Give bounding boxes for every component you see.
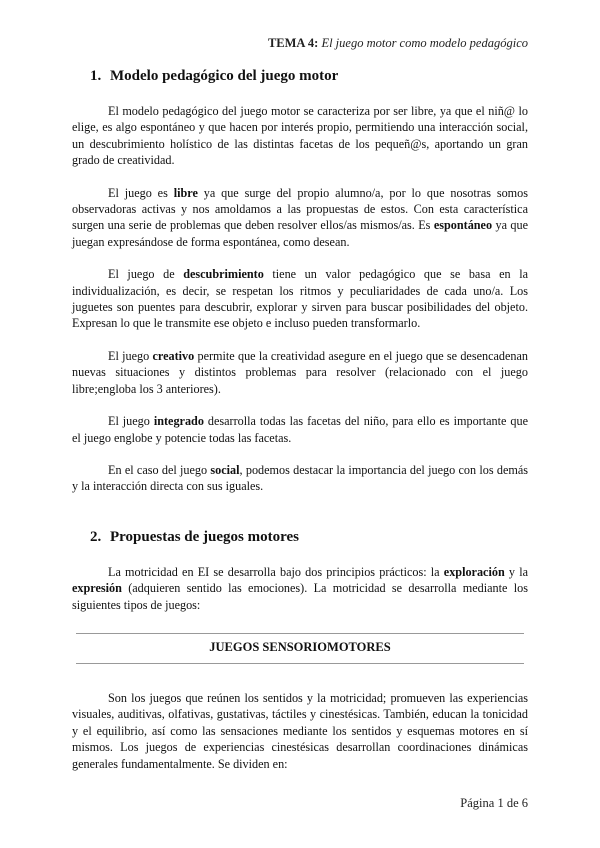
page-content: [72, 68, 528, 772]
paragraph-descubrimiento: [72, 266, 528, 332]
paragraph-intro: El modelo pedagógico del juego motor se caracteriza por ser libre, ya que el niñ@ lo elige, es algo espontáneo y que hacen por interés propio, permitiendo una interacción social, un descubrimiento holístico de las distintas facetas de los pequeñ@s, aportando un gran grado de creatividad.: [72, 104, 528, 168]
text-run: permite que la creatividad asegure en el juego que se desencadenan nuevas situaciones y distintos problemas para resolver (relacionado con el juego libre;engloba los 3 anteriores).: [72, 348, 528, 396]
text-run: tiene un valor pedagógico que se basa en la individualización, es decir, se respetan los ritmos y peculiaridades de cada uno/a. Los juguetes son puentes para descubrir, explorar y sirven para buscar posibilidades del objeto. Expresan lo que le transmite ese objeto e incluso pueden transformarlo.: [72, 267, 528, 331]
paragraph-motricidad: [72, 564, 528, 613]
paragraph-sensoriomotores: Son los juegos que reúnen los sentidos y la motricidad; promueven las experiencias visuales, auditivas, olfativas, gustativas, táctiles y cinestésicas. También, educan la tonicidad y el equilibrio, así como las sensaciones mediante los sentidos y esquemas motores en sí mismos. Los juegos de experiencias cinestésicas desarrollan coordinaciones dinámicas generales fundamentalmente. Se dividen en:: [72, 690, 528, 771]
bold-term: espontáneo: [433, 218, 493, 233]
text-run: El juego es: [108, 185, 174, 200]
section-heading-1: [72, 68, 528, 85]
page-number: Página 1 de 6: [460, 796, 528, 810]
text-run: La motricidad en EI se desarrolla bajo dos principios prácticos: la: [108, 564, 444, 579]
section-number: 1.: [90, 68, 102, 84]
header-topic-title: El juego motor como modelo pedagógico: [321, 36, 528, 50]
section-heading-2: [72, 529, 528, 546]
bold-term: descubrimiento: [183, 267, 264, 282]
bold-term: social: [210, 462, 240, 477]
bold-term: exploración: [443, 564, 505, 579]
text-run: En el caso del juego: [108, 462, 211, 477]
bold-term: creativo: [152, 348, 195, 363]
page-header: [268, 36, 528, 51]
text-run: El juego: [108, 414, 154, 429]
paragraph-integrado: [72, 413, 528, 446]
section-number: 2.: [90, 528, 102, 545]
text-run: desarrolla todas las facetas del niño, para ello es importante que el juego englobe y potencie todas las facetas.: [72, 414, 528, 445]
text-run: El juego: [108, 348, 153, 363]
text-run: , podemos destacar la importancia del juego con los demás y la interacción directa con sus iguales.: [72, 462, 528, 494]
bold-term: libre: [173, 185, 198, 200]
header-topic-label: TEMA 4:: [267, 36, 319, 50]
paragraph-social: [72, 462, 528, 495]
text-run: y la: [504, 564, 529, 579]
paragraph-creativo: [72, 348, 528, 397]
text-run: ya que surge del propio alumno/a, por lo que nosotras somos observadoras activas y nos amoldamos a las propuestas de estos. Con esta característica surgen una serie de problemas que deben resolver ellos/as mismos/as. Es: [72, 185, 529, 233]
bold-term: integrado: [153, 414, 204, 429]
section-title: Propuestas de juegos motores: [110, 528, 300, 545]
paragraph-libre: [72, 185, 528, 251]
subsection-box-title: JUEGOS SENSORIOMOTORES: [76, 633, 524, 664]
bold-term: expresión: [72, 581, 122, 596]
text-run: El juego de: [108, 267, 184, 282]
section-title: Modelo pedagógico del juego motor: [110, 68, 339, 84]
text-run: ya que juegan expresándose de forma espontánea, como desean.: [72, 218, 528, 249]
text-run: (adquieren sentido las emociones). La motricidad se desarrolla mediante los siguientes tipos de juegos:: [72, 581, 528, 612]
